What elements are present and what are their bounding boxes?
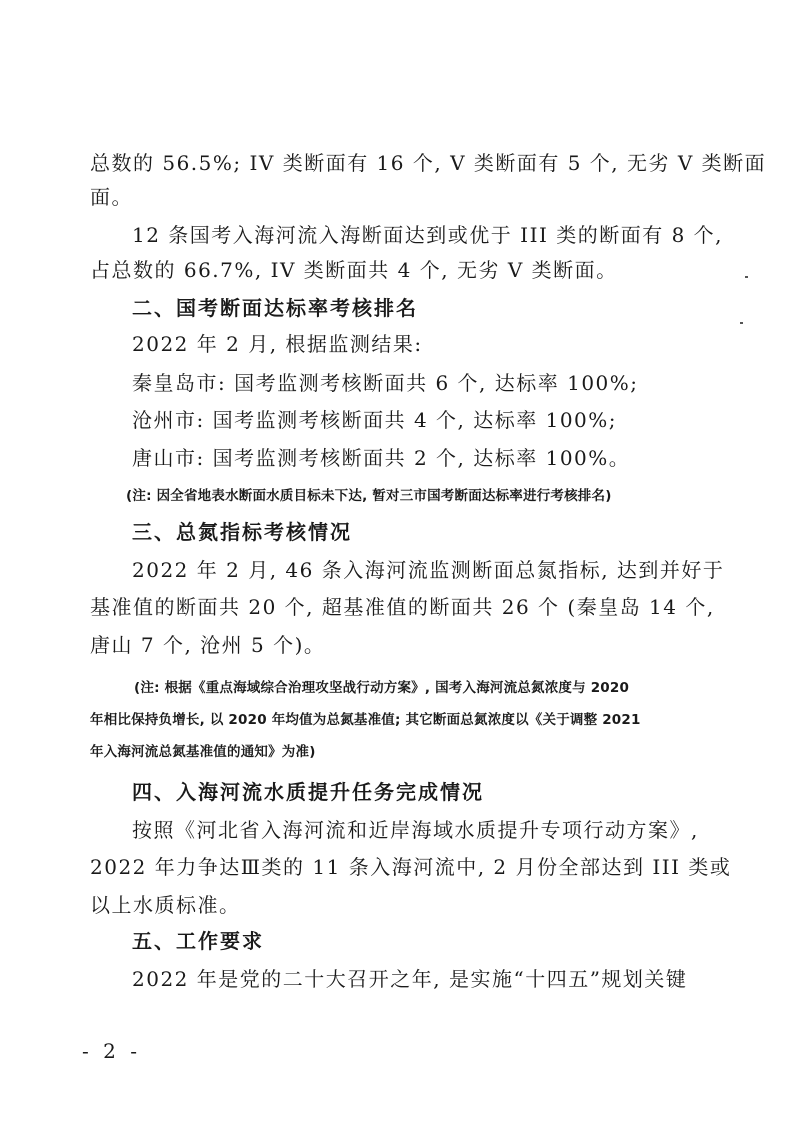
body-text-line: 按照《河北省入海河流和近岸海域水质提升专项行动方案》, bbox=[132, 818, 699, 842]
scan-speck bbox=[740, 322, 743, 324]
section-heading-5: 五、工作要求 bbox=[132, 929, 264, 953]
section-heading-4: 四、入海河流水质提升任务完成情况 bbox=[132, 780, 484, 804]
body-text-line: 2022 年是党的二十大召开之年, 是实施“十四五”规划关键 bbox=[132, 967, 688, 991]
note-text: (注: 根据《重点海域综合治理攻坚战行动方案》, 国考入海河流总氮浓度与 2020 bbox=[134, 680, 630, 696]
body-text-line: 唐山 7 个, 沧州 5 个)。 bbox=[90, 633, 326, 657]
body-text-line: 2022 年 2 月, 根据监测结果: bbox=[132, 332, 423, 356]
body-text-line: 12 条国考入海河流入海断面达到或优于 III 类的断面有 8 个, bbox=[132, 223, 724, 247]
body-text-line: 总数的 56.5%; IV 类断面有 16 个, V 类断面有 5 个, 无劣 V 类断面 bbox=[90, 151, 767, 175]
page-number: - 2 - bbox=[82, 1039, 141, 1063]
body-text-line: 2022 年 2 月, 46 条入海河流监测断面总氮指标, 达到并好于 bbox=[132, 558, 725, 582]
body-text-line: 唐山市: 国考监测考核断面共 2 个, 达标率 100%。 bbox=[132, 446, 631, 470]
note-text: 年相比保持负增长, 以 2020 年均值为总氮基准值; 其它断面总氮浓度以《关于调整 2021 bbox=[90, 712, 641, 728]
body-text-line: 秦皇岛市: 国考监测考核断面共 6 个, 达标率 100%; bbox=[132, 371, 639, 395]
body-text-line: 基准值的断面共 20 个, 超基准值的断面共 26 个 (秦皇岛 14 个, bbox=[90, 595, 715, 619]
section-heading-2: 二、国考断面达标率考核排名 bbox=[132, 296, 418, 320]
body-text-line: 沧州市: 国考监测考核断面共 4 个, 达标率 100%; bbox=[132, 408, 618, 432]
note-text: (注: 因全省地表水断面水质目标未下达, 暂对三市国考断面达标率进行考核排名) bbox=[126, 488, 612, 504]
section-heading-3: 三、总氮指标考核情况 bbox=[132, 520, 352, 544]
body-text-line: 2022 年力争达Ⅲ类的 11 条入海河流中, 2 月份全部达到 III 类或 bbox=[90, 855, 732, 879]
scan-speck bbox=[745, 276, 748, 278]
body-text-line: 面。 bbox=[90, 185, 133, 209]
note-text: 年入海河流总氮基准值的通知》为准) bbox=[90, 744, 316, 760]
body-text-line: 以上水质标准。 bbox=[90, 893, 241, 917]
body-text-line: 占总数的 66.7%, IV 类断面共 4 个, 无劣 V 类断面。 bbox=[90, 258, 618, 282]
